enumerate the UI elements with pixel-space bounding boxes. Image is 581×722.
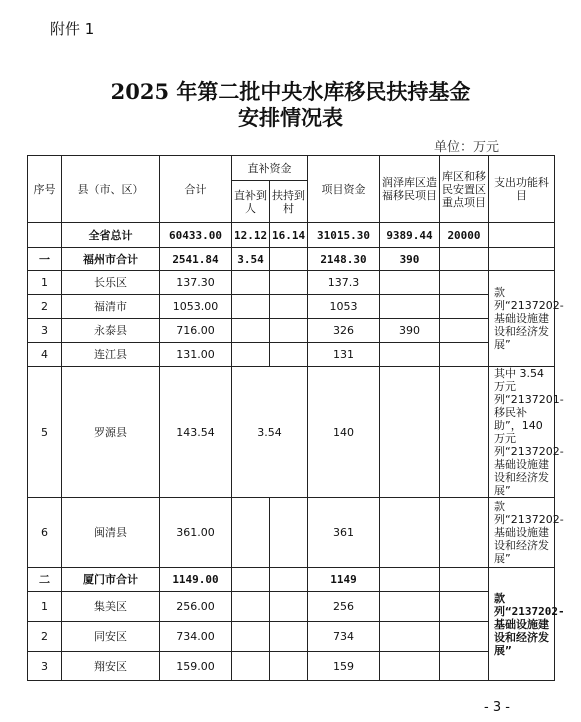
table-row: 4 连江县 131.00 131 xyxy=(28,343,555,367)
table-row: 3 永泰县 716.00 326 390 xyxy=(28,319,555,343)
header-key-resettlement: 库区和移民安置区重点项目 xyxy=(440,156,489,223)
fuzhou-seq: 一 xyxy=(28,248,62,271)
province-total-sum: 60433.00 xyxy=(160,223,232,248)
table-row: 1 集美区 256.00 256 xyxy=(28,592,555,622)
fuzhou-subtotal-row xyxy=(28,248,555,271)
page-subtitle: 安排情况表 xyxy=(238,105,343,130)
fuzhou-runze: 390 xyxy=(380,248,440,271)
header-direct-funds: 直补资金 xyxy=(232,156,308,181)
page-title: 2025 年第二批中央水库移民扶持基金 xyxy=(110,79,471,104)
header-project-funds: 项目资金 xyxy=(308,156,380,223)
table-row: 5 罗源县 143.54 3.54 140 其中 3.54万元列“2137201-移民补助”，140 万元列“2137202-基础设施建设和经济发展” xyxy=(28,367,555,498)
header-direct-to-person: 直补到人 xyxy=(232,181,270,223)
fuzhou-expenditure-note-a: 款列“2137202-基础设施建设和经济发展” xyxy=(489,271,555,367)
attachment-label: 附件 1 xyxy=(50,20,95,38)
fuzhou-total: 2541.84 xyxy=(160,248,232,271)
header-total: 合计 xyxy=(160,156,232,223)
province-total-runze: 9389.44 xyxy=(380,223,440,248)
province-total-label: 全省总计 xyxy=(62,223,160,248)
xiamen-project: 1149 xyxy=(308,568,380,592)
province-total-project: 31015.30 xyxy=(308,223,380,248)
province-total-key: 20000 xyxy=(440,223,489,248)
xiamen-total: 1149.00 xyxy=(160,568,232,592)
table-row: 3 翔安区 159.00 159 xyxy=(28,652,555,681)
header-runze: 润泽库区造福移民项目 xyxy=(380,156,440,223)
fuzhou-expenditure-note-b: 其中 3.54万元列“2137201-移民补助”，140 万元列“2137202-基础设施建设和经济发展” xyxy=(489,367,555,498)
xiamen-seq: 二 xyxy=(28,568,62,592)
xiamen-subtotal-row xyxy=(28,568,555,592)
header-county: 县（市、区） xyxy=(62,156,160,223)
table-row: 1 长乐区 137.30 137.3 款列“2137202-基础设施建设和经济发展” xyxy=(28,271,555,295)
table-row: 2 福清市 1053.00 1053 xyxy=(28,295,555,319)
province-total-row xyxy=(28,223,555,248)
xiamen-name: 厦门市合计 xyxy=(62,568,160,592)
header-support-to-village: 扶持到村 xyxy=(270,181,308,223)
table-row: 2 同安区 734.00 734 xyxy=(28,622,555,652)
province-total-to-village: 16.14 xyxy=(270,223,308,248)
fuzhou-name: 福州市合计 xyxy=(62,248,160,271)
unit-label: 单位：万元 xyxy=(434,140,500,155)
header-seq: 序号 xyxy=(28,156,62,223)
allocation-table xyxy=(27,155,565,681)
table-row: 6 闽清县 361.00 361 款列“2137202-基础设施建设和经济发展” xyxy=(28,498,555,568)
xiamen-expenditure-note: 款列“2137202-基础设施建设和经济发展” xyxy=(489,568,555,681)
header-expenditure: 支出功能科目 xyxy=(489,156,555,223)
fuzhou-expenditure-note-c: 款列“2137202-基础设施建设和经济发展” xyxy=(489,498,555,568)
page-number: - 3 - xyxy=(484,700,510,715)
fuzhou-to-person: 3.54 xyxy=(232,248,270,271)
fuzhou-project: 2148.30 xyxy=(308,248,380,271)
province-total-to-person: 12.12 xyxy=(232,223,270,248)
